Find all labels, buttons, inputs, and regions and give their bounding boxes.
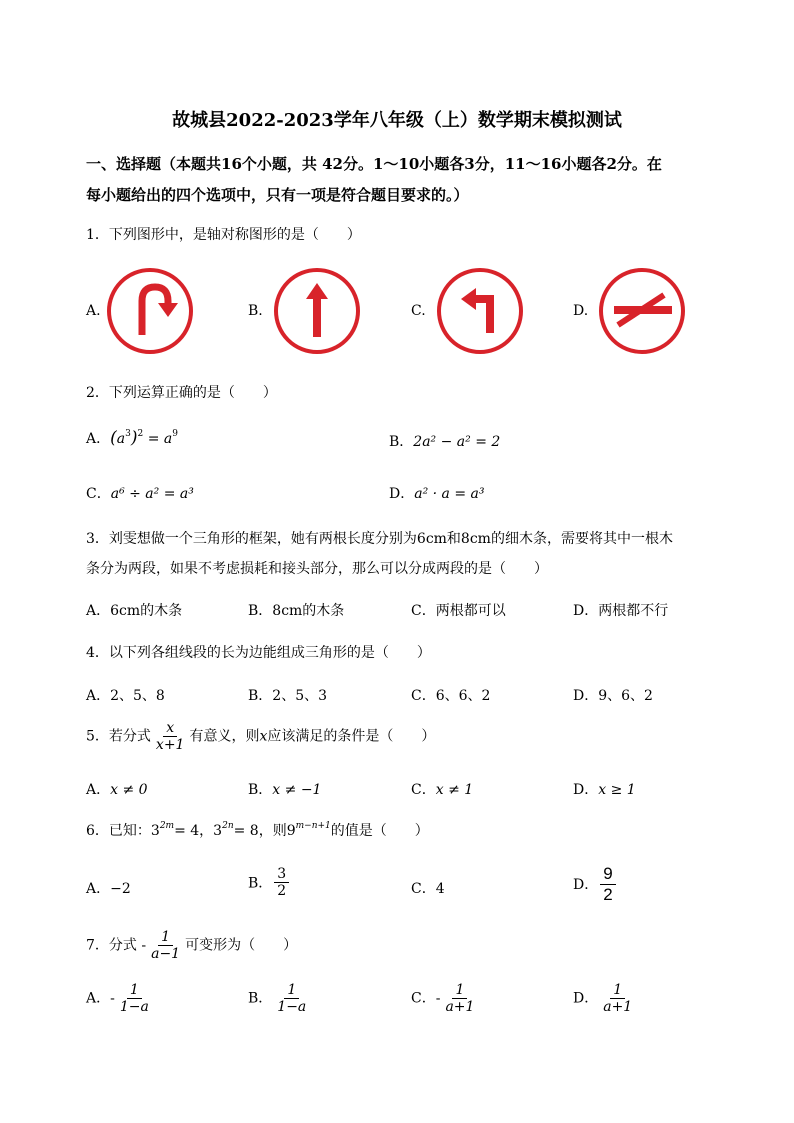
q6-stem-d: 的值是（ ） bbox=[330, 823, 429, 839]
q2-option-b-expr: 2a² − a² = 2 bbox=[413, 434, 501, 450]
q6-option-a: A．−2 bbox=[86, 881, 131, 897]
q5-option-c-expr: x ≠ 1 bbox=[435, 782, 474, 798]
q4-option-a: A．2、5、8 bbox=[86, 688, 165, 704]
q6-option-d-numerator: 9 bbox=[600, 864, 615, 885]
q5-option-c-label: C． bbox=[411, 782, 436, 798]
q1-option-c-label: C. bbox=[411, 303, 426, 319]
question-7-stem bbox=[86, 929, 297, 962]
q7-option-d-label: D． bbox=[573, 990, 599, 1007]
q7-option-a-sign: - bbox=[110, 990, 115, 1007]
q7-option-c bbox=[411, 982, 479, 1015]
q7-option-c-sign: - bbox=[435, 990, 441, 1007]
q7-option-c-denominator: a+1 bbox=[445, 999, 475, 1016]
q7-option-a-fraction bbox=[117, 982, 152, 1015]
question-2-stem: 2．下列运算正确的是（ ） bbox=[86, 385, 277, 401]
q6-option-d-denominator: 2 bbox=[603, 884, 613, 904]
q7-option-a-label: A． bbox=[86, 990, 111, 1007]
q6-option-b bbox=[248, 866, 291, 899]
q7-option-d bbox=[573, 982, 637, 1015]
q6-option-c: C．4 bbox=[411, 881, 445, 897]
q6-option-b-fraction bbox=[274, 866, 289, 899]
q7-option-c-label: C． bbox=[411, 990, 436, 1007]
q1-option-b-label: B. bbox=[248, 303, 263, 319]
q6-exp-2: 2n bbox=[222, 821, 234, 831]
q2-option-b bbox=[389, 431, 500, 451]
q2-option-c-label: C． bbox=[86, 486, 111, 502]
q5-option-d bbox=[573, 779, 636, 799]
q7-option-a-numerator: 1 bbox=[127, 982, 142, 999]
q6-option-d bbox=[573, 864, 618, 904]
q7-option-a bbox=[86, 982, 154, 1015]
q7-fraction-numerator: 1 bbox=[158, 929, 173, 946]
q6-stem-b: = 4，3 bbox=[174, 823, 223, 839]
q5-fraction-denominator: x+1 bbox=[155, 737, 185, 754]
q7-fraction-denominator: a−1 bbox=[151, 946, 181, 963]
q5-fraction-numerator: x bbox=[163, 720, 177, 737]
q5-option-a bbox=[86, 779, 148, 799]
q4-option-b: B．2、5、3 bbox=[248, 688, 328, 704]
q6-stem-a: 6．已知：3 bbox=[86, 823, 160, 839]
q7-option-a-denominator: 1−a bbox=[119, 999, 149, 1016]
question-1-stem: 1．下列图形中，是轴对称图形的是（ ） bbox=[86, 227, 361, 243]
q7-option-d-numerator: 1 bbox=[610, 982, 625, 999]
q7-stem-suffix: 可变形为（ ） bbox=[185, 937, 298, 954]
u-turn-icon bbox=[106, 267, 194, 355]
section-heading-line2: 每小题给出的四个选项中，只有一项是符合题目要求的。） bbox=[86, 186, 469, 204]
section-heading-line1: 一、选择题（本题共16个小题，共 42分。1～10小题各3分，11～16小题各2分。在 bbox=[86, 155, 662, 173]
q5-fraction bbox=[153, 720, 188, 753]
q7-option-b bbox=[248, 982, 311, 1015]
q5-stem-middle: 有意义，则 bbox=[189, 728, 260, 745]
q6-stem-c: = 8，则9 bbox=[233, 823, 296, 839]
q7-option-b-numerator: 1 bbox=[284, 982, 299, 999]
q3-option-b: B．8cm的木条 bbox=[248, 603, 345, 619]
q5-option-b bbox=[248, 779, 321, 799]
q1-option-d-label: D. bbox=[573, 303, 589, 319]
q6-option-d-label: D． bbox=[573, 877, 599, 894]
q7-stem-prefix: 7．分式 - bbox=[86, 937, 147, 954]
q7-option-d-denominator: a+1 bbox=[603, 999, 633, 1016]
q5-option-c bbox=[411, 779, 473, 799]
q2-option-d-label: D． bbox=[389, 486, 415, 502]
q2-option-c bbox=[86, 483, 194, 503]
q6-option-b-numerator: 3 bbox=[274, 866, 289, 883]
page-title: 故城县2022-2023学年八年级（上）数学期末模拟测试 bbox=[172, 110, 622, 131]
q7-option-c-numerator: 1 bbox=[452, 982, 467, 999]
q5-option-b-label: B． bbox=[248, 782, 273, 798]
q7-option-b-denominator: 1−a bbox=[277, 999, 307, 1016]
q4-option-c: C．6、6、2 bbox=[411, 688, 491, 704]
q5-option-b-expr: x ≠ −1 bbox=[272, 782, 322, 798]
q5-option-a-label: A． bbox=[86, 782, 111, 798]
question-3-stem-line2: 条分为两段，如果不考虑损耗和接头部分，那么可以分成两段的是（ ） bbox=[86, 561, 548, 577]
q5-stem-suffix: 应该满足的条件是（ ） bbox=[267, 728, 436, 745]
straight-arrow-icon bbox=[273, 267, 361, 355]
q2-option-a-label: A． bbox=[86, 431, 111, 447]
q7-fraction bbox=[148, 929, 183, 962]
q6-option-d-fraction bbox=[600, 864, 615, 904]
q7-option-b-label: B． bbox=[248, 990, 273, 1007]
q5-option-a-expr: x ≠ 0 bbox=[110, 782, 148, 798]
question-3-stem-line1: 3．刘雯想做一个三角形的框架，她有两根长度分别为6cm和8cm的细木条，需要将其中一根木 bbox=[86, 531, 673, 547]
q3-option-a: A．6cm的木条 bbox=[86, 603, 183, 619]
q3-option-d: D．两根都不行 bbox=[573, 603, 669, 619]
q2-option-b-label: B． bbox=[389, 434, 414, 450]
q6-exp-3: m−n+1 bbox=[295, 821, 331, 831]
q2-option-c-expr: a⁶ ÷ a² = a³ bbox=[110, 486, 194, 502]
q6-option-b-label: B． bbox=[248, 875, 273, 892]
q5-option-d-label: D． bbox=[573, 782, 599, 798]
q2-option-a-rhs: = a bbox=[147, 431, 173, 447]
q6-option-b-denominator: 2 bbox=[277, 883, 287, 900]
q1-option-a-label: A. bbox=[86, 303, 101, 319]
q7-option-c-fraction bbox=[442, 982, 477, 1015]
q2-option-a: A．$(a^3)^2 = a^9$ bbox=[86, 428, 178, 448]
q3-option-c: C．两根都可以 bbox=[411, 603, 506, 619]
q5-stem-prefix: 5．若分式 bbox=[86, 728, 151, 745]
question-6-stem bbox=[86, 820, 429, 840]
q2-option-d-expr: a² · a = a³ bbox=[414, 486, 485, 502]
no-entry-icon bbox=[598, 267, 686, 355]
q5-variable: x bbox=[259, 728, 268, 745]
q2-option-a-exp: 9 bbox=[172, 429, 178, 439]
question-4-stem: 4．以下列各组线段的长为边能组成三角形的是（ ） bbox=[86, 645, 431, 661]
q4-option-d: D．9、6、2 bbox=[573, 688, 653, 704]
question-5-stem bbox=[86, 720, 435, 753]
q6-exp-1: 2m bbox=[159, 821, 175, 831]
left-turn-icon bbox=[436, 267, 524, 355]
q2-option-d bbox=[389, 483, 484, 503]
q7-option-d-fraction bbox=[600, 982, 635, 1015]
q7-option-b-fraction bbox=[274, 982, 309, 1015]
q5-option-d-expr: x ≥ 1 bbox=[598, 782, 636, 798]
